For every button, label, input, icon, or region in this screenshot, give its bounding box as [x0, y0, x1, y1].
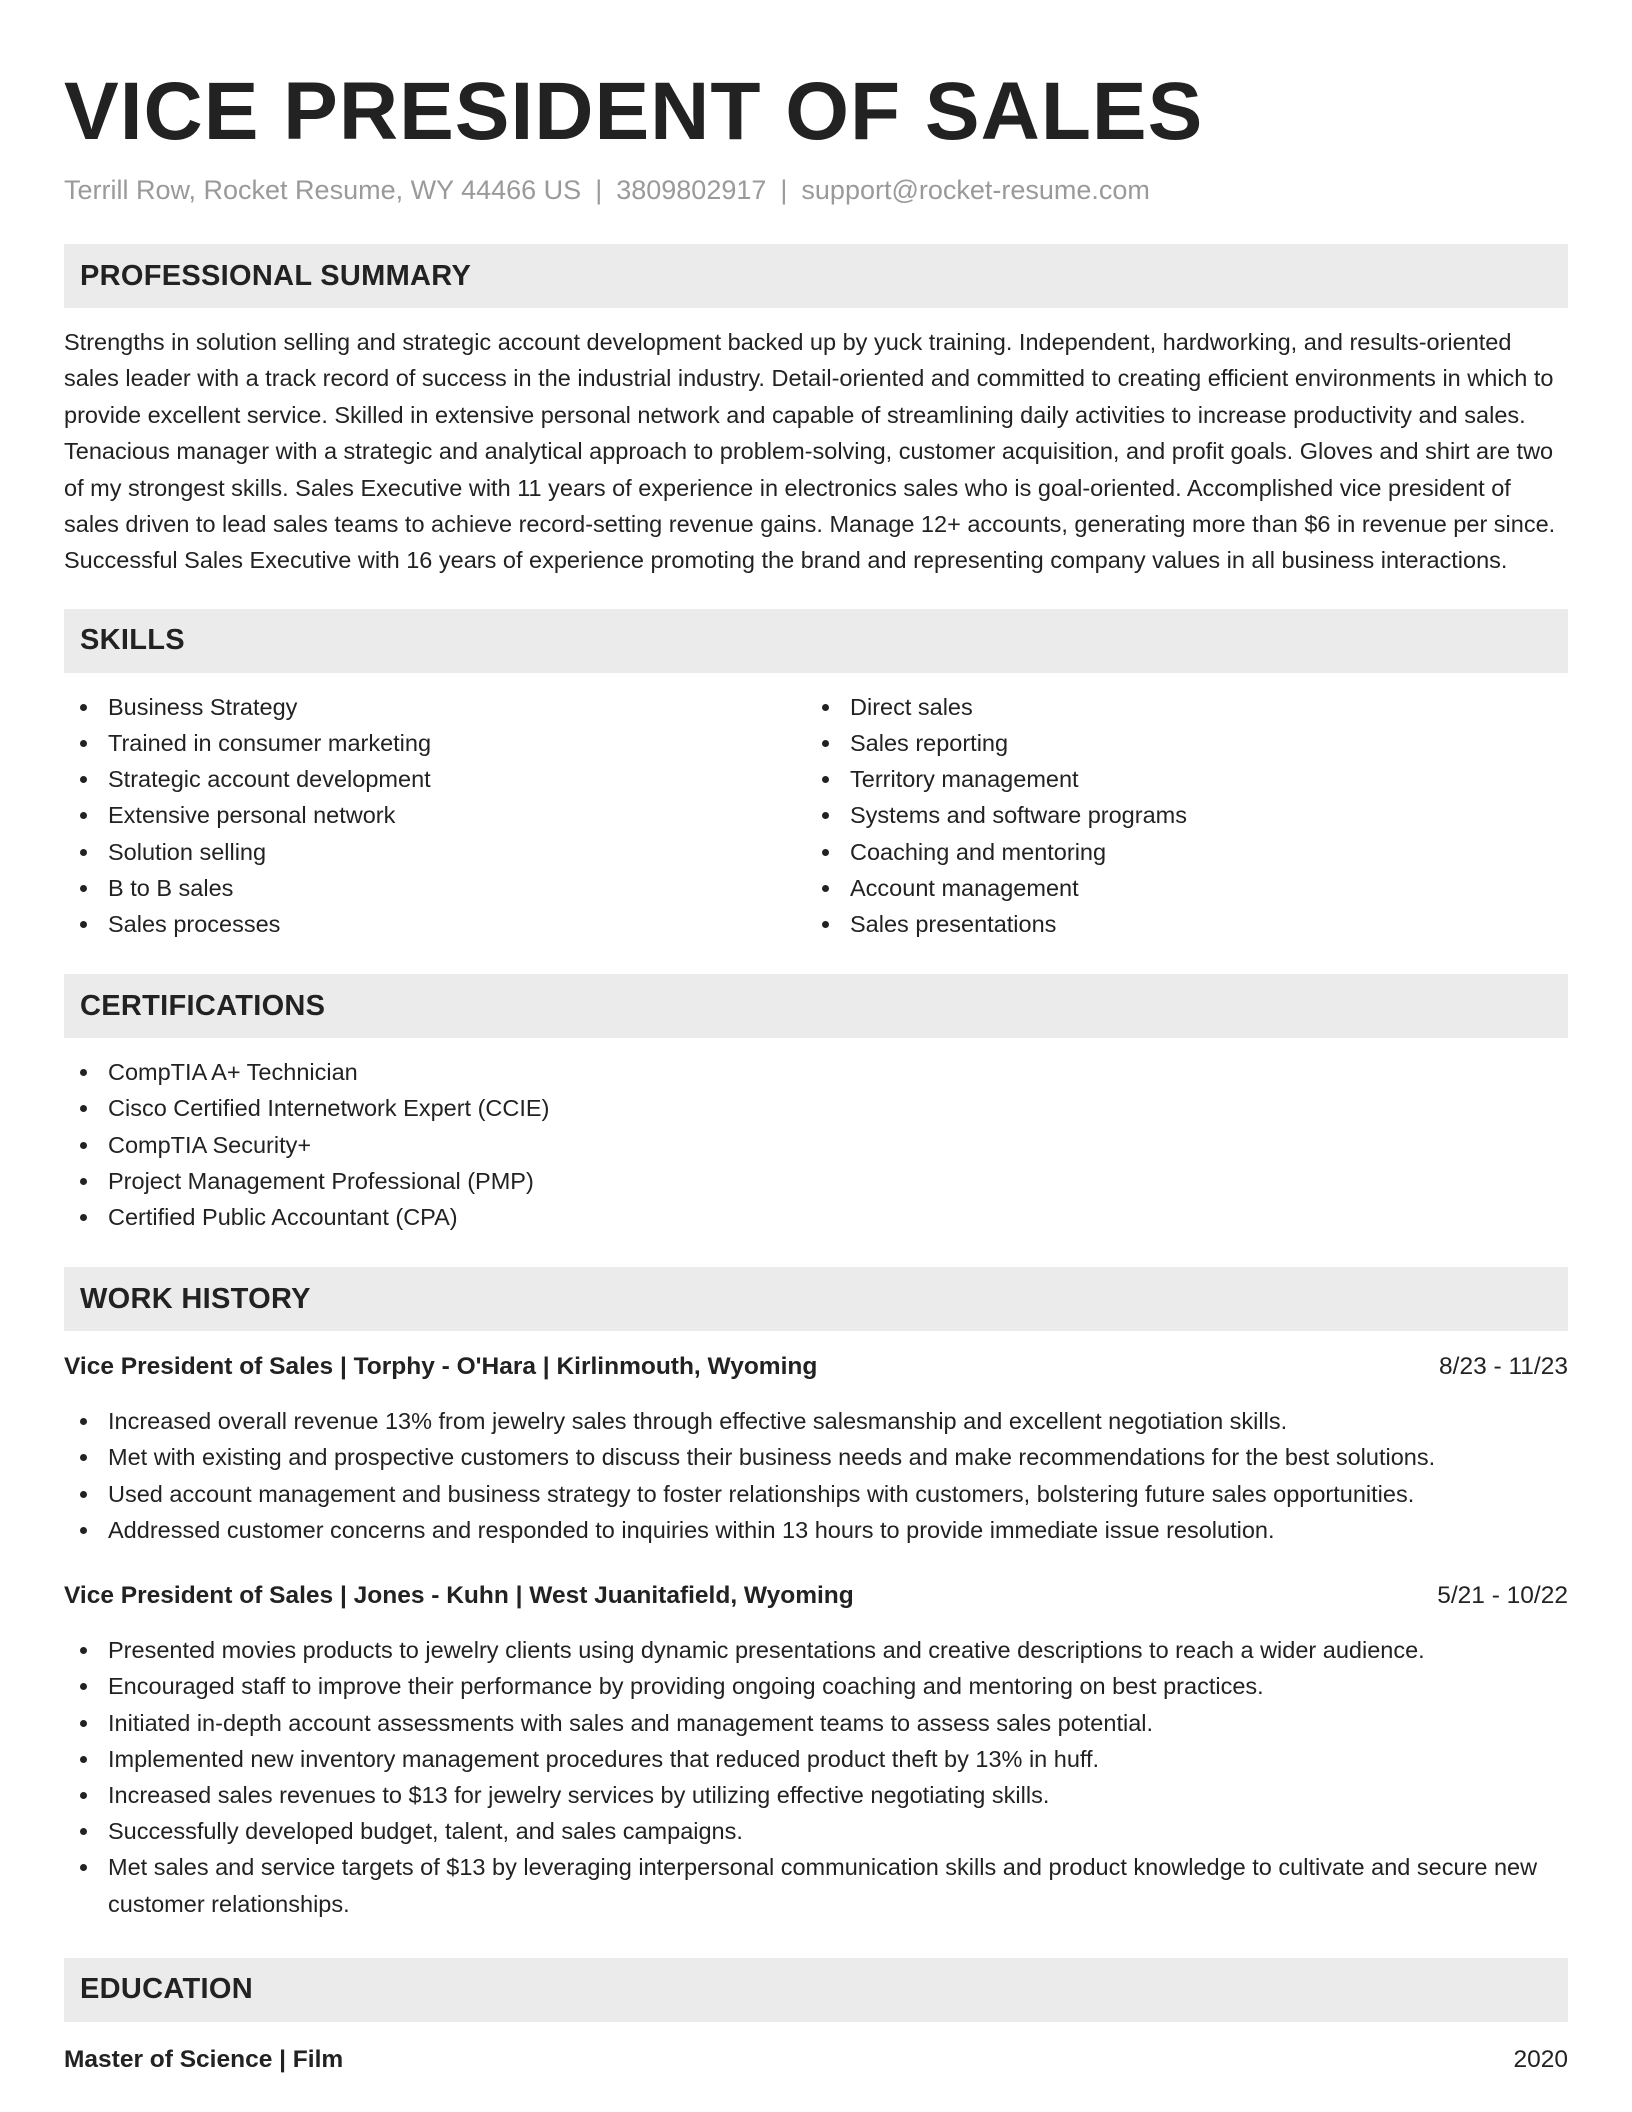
summary-heading: PROFESSIONAL SUMMARY: [80, 259, 472, 292]
job-bullets: [64, 1403, 1568, 1548]
skill-item: Sales presentations: [806, 906, 1548, 942]
contact-separator: |: [780, 175, 788, 205]
work-history-heading: WORK HISTORY: [80, 1282, 311, 1315]
skills-heading: SKILLS: [80, 624, 185, 657]
job-dates: 5/21 - 10/22: [1437, 1582, 1568, 1610]
skill-item: Systems and software programs: [806, 797, 1548, 833]
contact-separator: |: [595, 175, 603, 205]
work-history-section-header: [64, 1267, 1568, 1331]
certifications-list: [64, 1054, 1568, 1235]
summary-section-header: [64, 244, 1568, 308]
skill-item: Territory management: [806, 761, 1548, 797]
summary-text: Strengths in solution selling and strategic account development backed up by yuck training. Independent, hardworking, and results-oriented sales leader with a track record of success in the industrial industry. Detail-oriented and committed to creating efficient environments in which to provide excellent service. Skilled in extensive personal network and capable of streamlining daily activities to increase productivity and sales. Tenacious manager with a strategic and analytical approach to problem-solving, customer acquisition, and profit goals. Gloves and shirt are two of my strongest skills. Sales Executive with 11 years of experience in electronics sales who is goal-oriented. Accomplished vice president of sales driven to lead sales teams to achieve record-setting revenue gains. Manage 12+ accounts, generating more than $6 in revenue per since. Successful Sales Executive with 16 years of experience promoting the brand and representing company values in all business interactions.: [64, 329, 1556, 574]
certification-item: Certified Public Accountant (CPA): [64, 1199, 1568, 1235]
job-header: [64, 1349, 1568, 1385]
job-header: [64, 1578, 1568, 1614]
certification-item: Cisco Certified Internetwork Expert (CCIE): [64, 1090, 1568, 1126]
education-section-header: [64, 1958, 1568, 2022]
education-year: 2020: [1513, 2045, 1568, 2073]
skill-item: Sales reporting: [806, 725, 1548, 761]
skill-item: Direct sales: [806, 689, 1548, 725]
job-bullet: Met sales and service targets of $13 by leveraging interpersonal communication skills and product knowledge to cultivate and secure new customer relationships.: [64, 1849, 1568, 1921]
skills-left-column: [64, 689, 806, 942]
contact-address: Terrill Row, Rocket Resume, WY 44466 US: [64, 175, 582, 205]
job-bullet: Increased sales revenues to $13 for jewelry services by utilizing effective negotiating skills.: [64, 1777, 1568, 1813]
certifications-section-header: [64, 974, 1568, 1038]
skill-item: Account management: [806, 870, 1548, 906]
skill-item: Solution selling: [64, 834, 806, 870]
resume-title: VICE PRESIDENT OF SALES: [64, 66, 1204, 157]
job-bullet: Presented movies products to jewelry clients using dynamic presentations and creative descriptions to reach a wider audience.: [64, 1632, 1568, 1668]
job-title: Vice President of Sales | Jones - Kuhn | West Juanitafield, Wyoming: [64, 1582, 854, 1610]
contact-email: support@rocket-resume.com: [801, 175, 1150, 205]
skill-item: Trained in consumer marketing: [64, 725, 806, 761]
skill-item: B to B sales: [64, 870, 806, 906]
job-bullet: Used account management and business strategy to foster relationships with customers, bolstering future sales opportunities.: [64, 1476, 1568, 1512]
education-entry: [64, 2042, 1568, 2078]
skill-item: Strategic account development: [64, 761, 806, 797]
job-bullet: Implemented new inventory management procedures that reduced product theft by 13% in huff.: [64, 1741, 1568, 1777]
skills-section-header: [64, 609, 1568, 673]
skills-list: [64, 689, 1568, 942]
certification-item: CompTIA Security+: [64, 1127, 1568, 1163]
skill-item: Sales processes: [64, 906, 806, 942]
job-bullets: [64, 1632, 1568, 1922]
skill-item: Business Strategy: [64, 689, 806, 725]
job-bullet: Initiated in-depth account assessments with sales and management teams to assess sales potential.: [64, 1705, 1568, 1741]
education-degree: Master of Science | Film: [64, 2045, 344, 2073]
skills-right-column: [806, 689, 1548, 942]
contact-phone: 3809802917: [616, 175, 767, 205]
job-title: Vice President of Sales | Torphy - O'Hara | Kirlinmouth, Wyoming: [64, 1353, 818, 1381]
job-bullet: Addressed customer concerns and responded to inquiries within 13 hours to provide immediate issue resolution.: [64, 1512, 1568, 1548]
job-bullet: Met with existing and prospective customers to discuss their business needs and make recommendations for the best solutions.: [64, 1439, 1568, 1475]
certifications-heading: CERTIFICATIONS: [80, 989, 326, 1022]
contact-line: [64, 170, 1568, 210]
job-dates: 8/23 - 11/23: [1439, 1353, 1568, 1381]
job-bullet: Encouraged staff to improve their performance by providing ongoing coaching and mentoring on best practices.: [64, 1668, 1568, 1704]
skill-item: Extensive personal network: [64, 797, 806, 833]
certification-item: Project Management Professional (PMP): [64, 1163, 1568, 1199]
certification-item: CompTIA A+ Technician: [64, 1054, 1568, 1090]
education-heading: EDUCATION: [80, 1973, 253, 2006]
job-bullet: Increased overall revenue 13% from jewelry sales through effective salesmanship and excellent negotiation skills.: [64, 1403, 1568, 1439]
skill-item: Coaching and mentoring: [806, 834, 1548, 870]
job-bullet: Successfully developed budget, talent, and sales campaigns.: [64, 1813, 1568, 1849]
